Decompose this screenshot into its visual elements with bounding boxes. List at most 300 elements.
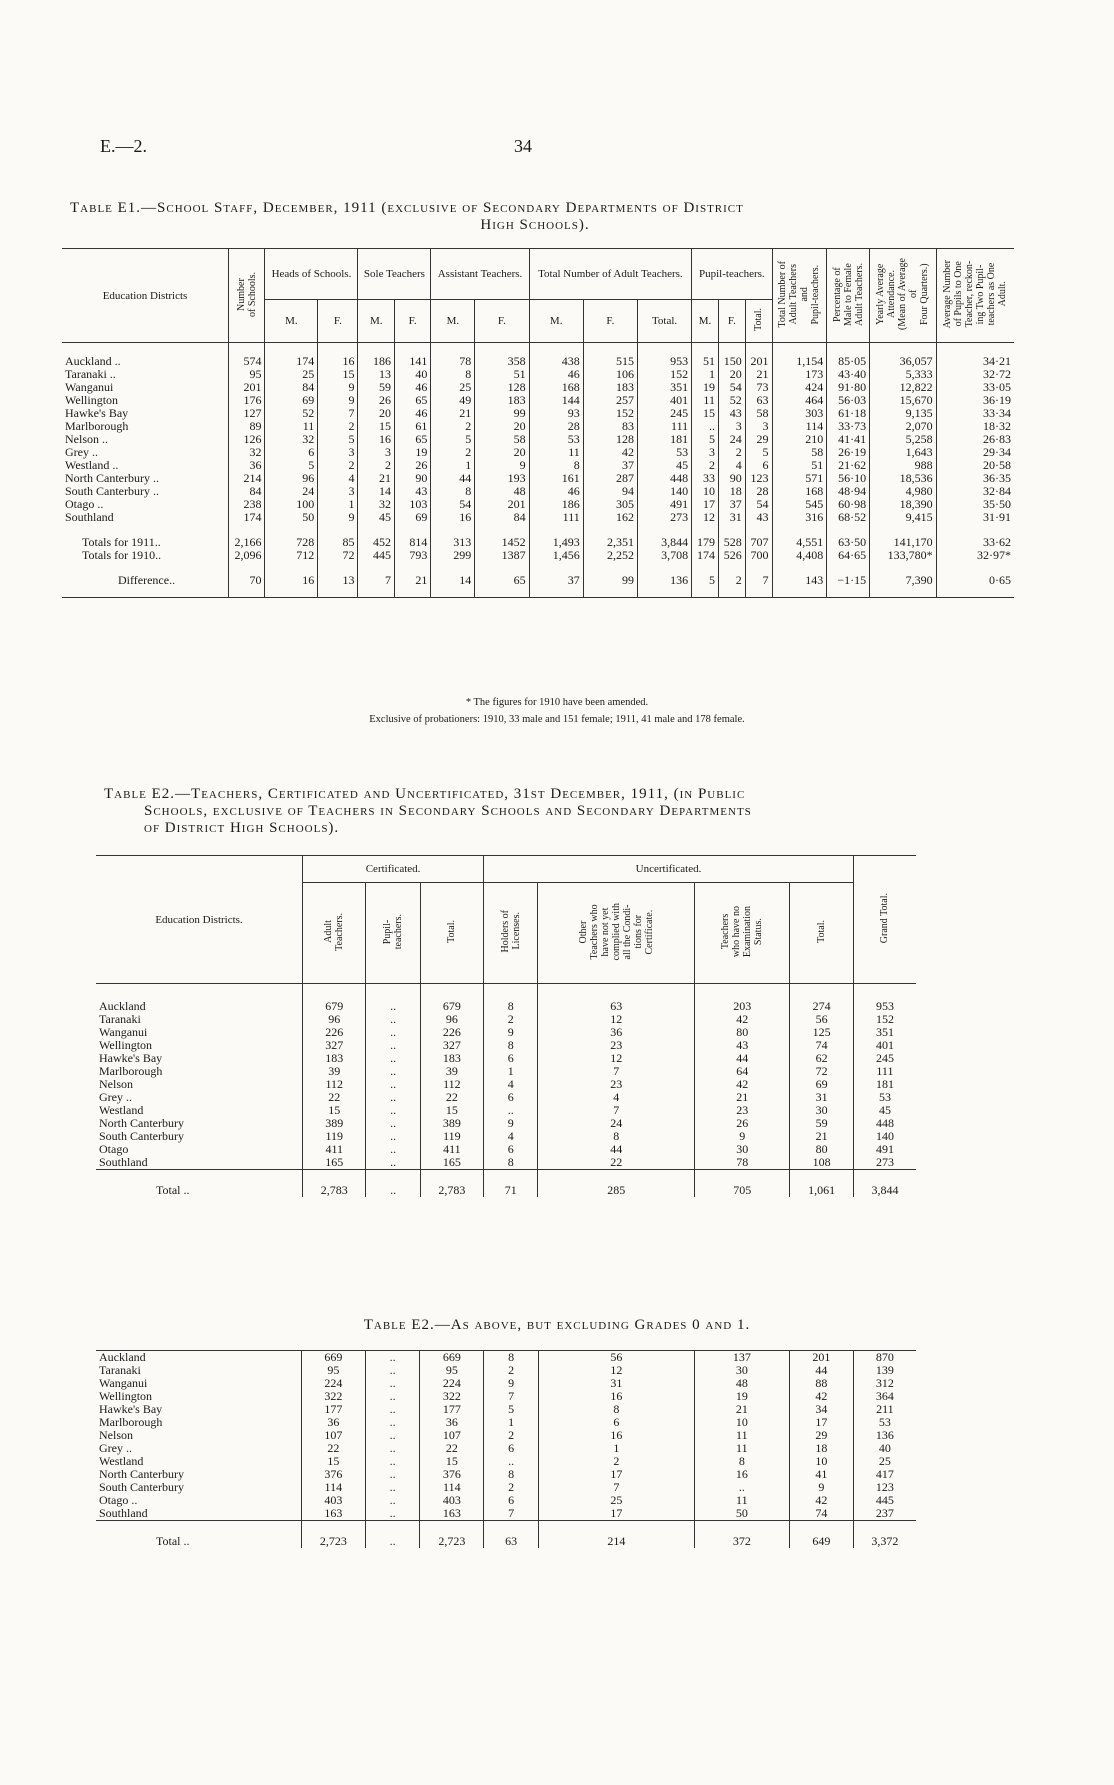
table-row — [96, 1455, 916, 1468]
data-cell: 417 — [853, 1468, 916, 1481]
data-cell: .. — [694, 1481, 789, 1494]
data-cell: 1 — [692, 368, 719, 381]
data-cell: 183 — [303, 1052, 366, 1065]
data-cell: 36·35 — [936, 472, 1014, 485]
data-cell: 140 — [853, 1130, 916, 1143]
data-cell: 119 — [303, 1130, 366, 1143]
district-name: Totals for 1910.. — [82, 548, 162, 562]
t2-head-pupil: Pupil- teachers. — [366, 883, 420, 984]
data-cell: 9,415 — [870, 511, 936, 524]
data-cell: 22 — [301, 1442, 365, 1455]
data-cell: 4 — [484, 1078, 538, 1091]
total-cell: 4,408 — [772, 549, 827, 562]
table-e2b-caption: Table E2.—As above, but excluding Grades 0 and 1. — [363, 1317, 751, 1333]
data-cell: 52 — [718, 394, 745, 407]
district-name: Auckland .. — [65, 354, 121, 368]
t2-head-utotal: Total. — [790, 883, 853, 984]
data-cell: 7 — [318, 407, 358, 420]
data-cell: 8 — [529, 459, 583, 472]
data-cell: 21 — [431, 407, 475, 420]
total-cell: 452 — [358, 524, 394, 549]
t1-head-m: M. — [358, 300, 394, 343]
data-cell: 65 — [394, 394, 430, 407]
data-cell: 119 — [420, 1130, 483, 1143]
data-cell: 44 — [695, 1052, 790, 1065]
difference-cell: 99 — [583, 562, 637, 598]
data-cell: 46 — [529, 485, 583, 498]
data-cell: 18,536 — [870, 472, 936, 485]
data-cell: 1 — [484, 1416, 539, 1429]
data-cell: 401 — [853, 1039, 916, 1052]
t2-body — [96, 984, 916, 1198]
data-cell: 6 — [484, 1442, 539, 1455]
data-cell: 54 — [745, 498, 772, 511]
data-cell: 322 — [301, 1390, 365, 1403]
data-cell: 7 — [484, 1390, 539, 1403]
data-cell: 8 — [431, 485, 475, 498]
data-cell: 358 — [475, 343, 529, 369]
data-cell: 327 — [420, 1039, 483, 1052]
data-cell: 44 — [431, 472, 475, 485]
data-cell: 90 — [718, 472, 745, 485]
data-cell: 2 — [484, 1429, 539, 1442]
data-cell: 183 — [583, 381, 637, 394]
data-cell: 46 — [394, 381, 430, 394]
data-cell: 351 — [637, 381, 691, 394]
data-cell: 15 — [692, 407, 719, 420]
total-cell: 214 — [538, 1521, 694, 1549]
t1-head-f: F. — [475, 300, 529, 343]
data-cell: 21 — [694, 1403, 789, 1416]
data-cell: 34 — [789, 1403, 853, 1416]
data-cell: 50 — [694, 1507, 789, 1521]
data-cell: 2 — [484, 1481, 539, 1494]
data-cell: 31 — [718, 511, 745, 524]
data-cell: 411 — [420, 1143, 483, 1156]
data-cell: 22 — [538, 1156, 695, 1170]
data-cell: 25 — [853, 1455, 916, 1468]
data-cell: 12,822 — [870, 381, 936, 394]
total-cell: 1,493 — [529, 524, 583, 549]
data-cell: 165 — [420, 1156, 483, 1170]
data-cell: 6 — [484, 1494, 539, 1507]
data-cell: 5 — [431, 433, 475, 446]
data-cell: 16 — [431, 511, 475, 524]
t2-head-adult: Adult Teachers. — [303, 883, 366, 984]
data-cell: 211 — [853, 1403, 916, 1416]
data-cell: 351 — [853, 1026, 916, 1039]
data-cell: 42 — [789, 1390, 853, 1403]
data-cell: 33·05 — [936, 381, 1014, 394]
table-row — [62, 407, 1014, 420]
district-name: Otago .. — [65, 497, 104, 511]
data-cell: 403 — [420, 1494, 484, 1507]
data-cell: 3 — [318, 485, 358, 498]
data-cell: 9 — [318, 511, 358, 524]
data-cell: 20 — [475, 420, 529, 433]
district-name: Southland — [99, 1506, 148, 1520]
data-cell: 183 — [420, 1052, 483, 1065]
difference-cell: 7 — [745, 562, 772, 598]
table-row — [62, 485, 1014, 498]
district-name: Southland — [65, 510, 114, 524]
district-name: Otago — [99, 1142, 129, 1156]
data-cell: .. — [366, 1117, 420, 1130]
data-cell: 376 — [420, 1468, 484, 1481]
data-cell: 22 — [420, 1091, 483, 1104]
district-name: North Canterbury .. — [65, 471, 159, 485]
data-cell: 32·72 — [936, 368, 1014, 381]
district-name: Taranaki — [99, 1363, 141, 1377]
total-cell: 32·97* — [936, 549, 1014, 562]
data-cell: 21·62 — [827, 459, 870, 472]
data-cell: 9 — [695, 1130, 790, 1143]
data-cell: .. — [365, 1468, 420, 1481]
data-cell: 69 — [790, 1078, 853, 1091]
data-cell: 201 — [229, 381, 265, 394]
table-e1 — [62, 248, 1014, 598]
table-row — [96, 1377, 916, 1390]
district-name: Grey .. — [99, 1090, 132, 1104]
data-cell: 226 — [303, 1026, 366, 1039]
data-cell: 14 — [358, 485, 394, 498]
data-cell: 42 — [695, 1013, 790, 1026]
data-cell: 114 — [772, 420, 827, 433]
data-cell: 34·21 — [936, 343, 1014, 369]
total-cell: 2,723 — [420, 1521, 484, 1549]
data-cell: 33·73 — [827, 420, 870, 433]
data-cell: 7 — [484, 1507, 539, 1521]
t2-head-grand-total: Grand Total. — [853, 856, 916, 984]
data-cell: 173 — [772, 368, 827, 381]
data-cell: 1,643 — [870, 446, 936, 459]
data-cell: 23 — [538, 1078, 695, 1091]
data-cell: 103 — [394, 498, 430, 511]
data-cell: .. — [365, 1351, 420, 1365]
data-cell: 53 — [529, 433, 583, 446]
data-cell: 327 — [303, 1039, 366, 1052]
data-cell: .. — [366, 1104, 420, 1117]
data-cell: .. — [365, 1390, 420, 1403]
data-cell: 6 — [745, 459, 772, 472]
data-cell: 56·10 — [827, 472, 870, 485]
table-row — [96, 1078, 916, 1091]
data-cell: 24 — [538, 1117, 695, 1130]
t1-footnote-amended: * The figures for 1910 have been amended. — [465, 697, 649, 708]
data-cell: 8 — [694, 1455, 789, 1468]
data-cell: 16 — [358, 433, 394, 446]
data-cell: 56 — [790, 1013, 853, 1026]
t1-head-assistant: Assistant Teachers. — [431, 249, 529, 300]
data-cell: 15 — [318, 368, 358, 381]
difference-cell: 14 — [431, 562, 475, 598]
table-row — [96, 1156, 916, 1170]
data-cell: 80 — [790, 1143, 853, 1156]
difference-row — [62, 562, 1014, 598]
data-cell: 15 — [301, 1455, 365, 1468]
data-cell: 91·80 — [827, 381, 870, 394]
district-name: Westland — [99, 1103, 144, 1117]
data-cell: 36·19 — [936, 394, 1014, 407]
data-cell: 7 — [538, 1065, 695, 1078]
total-cell: 728 — [265, 524, 318, 549]
data-cell: 201 — [475, 498, 529, 511]
data-cell: 10 — [694, 1416, 789, 1429]
data-cell: 214 — [229, 472, 265, 485]
total-cell: 700 — [745, 549, 772, 562]
table-row — [62, 394, 1014, 407]
total-cell: 372 — [694, 1521, 789, 1549]
table-e2-caption-line1: Table E2.—Teachers, Certificated and Uncertificated, 31st December, 1911, (in Public — [104, 786, 746, 802]
data-cell: 224 — [301, 1377, 365, 1390]
data-cell: 32 — [229, 446, 265, 459]
t1-head-pupil: Pupil-teachers. — [692, 249, 772, 300]
data-cell: 44 — [789, 1364, 853, 1377]
data-cell: 10 — [692, 485, 719, 498]
data-cell: 96 — [265, 472, 318, 485]
data-cell: 61·18 — [827, 407, 870, 420]
total-cell: 85 — [318, 524, 358, 549]
data-cell: 46 — [394, 407, 430, 420]
data-cell: 9 — [484, 1117, 538, 1130]
total-cell: 2,166 — [229, 524, 265, 549]
data-cell: 9 — [475, 459, 529, 472]
data-cell: 312 — [853, 1377, 916, 1390]
table-row — [96, 1052, 916, 1065]
total-cell: 445 — [358, 549, 394, 562]
district-name: Nelson — [99, 1428, 133, 1442]
data-cell: 43 — [394, 485, 430, 498]
data-cell: 574 — [229, 343, 265, 369]
data-cell: 20·58 — [936, 459, 1014, 472]
difference-cell: 65 — [475, 562, 529, 598]
data-cell: 6 — [538, 1416, 694, 1429]
table-row — [96, 1039, 916, 1052]
data-cell: 60·98 — [827, 498, 870, 511]
data-cell: 5,258 — [870, 433, 936, 446]
t1-head-adult: Total Number of Adult Teachers. — [529, 249, 692, 300]
data-cell: 32 — [265, 433, 318, 446]
data-cell: .. — [365, 1429, 420, 1442]
data-cell: 46 — [529, 368, 583, 381]
data-cell: 201 — [789, 1351, 853, 1365]
data-cell: 94 — [583, 485, 637, 498]
data-cell: 29 — [745, 433, 772, 446]
t1-head-heads: Heads of Schools. — [265, 249, 358, 300]
data-cell: 141 — [394, 343, 430, 369]
district-name: Westland .. — [65, 458, 119, 472]
data-cell: 11 — [692, 394, 719, 407]
data-cell: 163 — [420, 1507, 484, 1521]
data-cell: 8 — [538, 1403, 694, 1416]
data-cell: 15 — [420, 1104, 483, 1117]
data-cell: 679 — [420, 984, 483, 1014]
data-cell: 2 — [718, 446, 745, 459]
data-cell: 53 — [853, 1091, 916, 1104]
data-cell: 9 — [318, 394, 358, 407]
data-cell: 19 — [692, 381, 719, 394]
difference-cell: 7,390 — [870, 562, 936, 598]
data-cell: 54 — [718, 381, 745, 394]
total-cell: 526 — [718, 549, 745, 562]
data-cell: 72 — [790, 1065, 853, 1078]
data-cell: 30 — [790, 1104, 853, 1117]
data-cell: 32·84 — [936, 485, 1014, 498]
data-cell: .. — [365, 1455, 420, 1468]
t1-head-sole: Sole Teachers — [358, 249, 431, 300]
data-cell: 5,333 — [870, 368, 936, 381]
data-cell: .. — [366, 1013, 420, 1026]
total-cell: 2,723 — [301, 1521, 365, 1549]
data-cell: 48 — [475, 485, 529, 498]
data-cell: 8 — [484, 1468, 539, 1481]
data-cell: 238 — [229, 498, 265, 511]
table-row — [96, 1026, 916, 1039]
data-cell: 17 — [789, 1416, 853, 1429]
data-cell: 31 — [790, 1091, 853, 1104]
table-row — [96, 1143, 916, 1156]
t1-head-m: M. — [265, 300, 318, 343]
data-cell: 80 — [695, 1026, 790, 1039]
district-name: Nelson — [99, 1077, 133, 1091]
data-cell: 21 — [745, 368, 772, 381]
district-name: Totals for 1911.. — [82, 535, 161, 549]
data-cell: 161 — [529, 472, 583, 485]
data-cell: 89 — [229, 420, 265, 433]
data-cell: 48 — [694, 1377, 789, 1390]
data-cell: 59 — [790, 1117, 853, 1130]
data-cell: 237 — [853, 1507, 916, 1521]
total-cell: 72 — [318, 549, 358, 562]
data-cell: 3 — [692, 446, 719, 459]
data-cell: 83 — [583, 420, 637, 433]
data-cell: 106 — [583, 368, 637, 381]
data-cell: 1,154 — [772, 343, 827, 369]
data-cell: 3 — [358, 446, 394, 459]
data-cell: 43 — [695, 1039, 790, 1052]
district-name: Wellington — [99, 1389, 153, 1403]
t1-head-total-adult-pupil: Total Number of Adult Teachers and Pupil-teachers. — [772, 249, 827, 343]
data-cell: 41·41 — [827, 433, 870, 446]
data-cell: 168 — [772, 485, 827, 498]
totals-row — [62, 524, 1014, 549]
data-cell: 74 — [790, 1039, 853, 1052]
data-cell: .. — [366, 1143, 420, 1156]
data-cell: 21 — [790, 1130, 853, 1143]
data-cell: 163 — [301, 1507, 365, 1521]
total-cell: 528 — [718, 524, 745, 549]
district-name: Total .. — [156, 1534, 190, 1548]
data-cell: 64 — [695, 1065, 790, 1078]
data-cell: 183 — [475, 394, 529, 407]
t2-head-certificated: Certificated. — [303, 856, 484, 883]
data-cell: 152 — [637, 368, 691, 381]
table-row — [96, 1468, 916, 1481]
data-cell: 15,670 — [870, 394, 936, 407]
data-cell: 36 — [538, 1026, 695, 1039]
data-cell: 411 — [303, 1143, 366, 1156]
data-cell: 28 — [745, 485, 772, 498]
data-cell: 9 — [484, 1377, 539, 1390]
data-cell: 2 — [431, 446, 475, 459]
data-cell: 111 — [529, 511, 583, 524]
data-cell: 114 — [301, 1481, 365, 1494]
difference-cell: 21 — [394, 562, 430, 598]
data-cell: 12 — [692, 511, 719, 524]
page-number: 34 — [514, 136, 532, 156]
data-cell: 17 — [538, 1468, 694, 1481]
district-name: Marlborough — [65, 419, 129, 433]
data-cell: 152 — [583, 407, 637, 420]
data-cell: 59 — [358, 381, 394, 394]
data-cell: 448 — [853, 1117, 916, 1130]
table-e2-caption — [104, 786, 984, 837]
data-cell: 2 — [484, 1013, 538, 1026]
data-cell: 6 — [484, 1091, 538, 1104]
data-cell: 5 — [265, 459, 318, 472]
data-cell: 32 — [358, 498, 394, 511]
table-row — [96, 1065, 916, 1078]
table-e2-caption-line3: of District High Schools). — [144, 820, 340, 836]
difference-cell: 136 — [637, 562, 691, 598]
data-cell: 9 — [318, 381, 358, 394]
data-cell: 36 — [420, 1416, 484, 1429]
data-cell: 18,390 — [870, 498, 936, 511]
data-cell: 401 — [637, 394, 691, 407]
table-row — [62, 433, 1014, 446]
t1-head-district: Education Districts — [102, 289, 188, 302]
data-cell: 8 — [484, 1039, 538, 1052]
table-e2-caption-line2: Schools, exclusive of Teachers in Secondary Schools and Secondary Departments — [144, 803, 752, 819]
data-cell: .. — [692, 420, 719, 433]
data-cell: 305 — [583, 498, 637, 511]
total-cell: 63·50 — [827, 524, 870, 549]
table-row — [62, 381, 1014, 394]
data-cell: 25 — [538, 1494, 694, 1507]
t1-footnote-probationers: Exclusive of probationers: 1910, 33 male and 151 female; 1911, 41 male and 178 female. — [369, 714, 745, 725]
data-cell: 136 — [853, 1429, 916, 1442]
difference-cell: 7 — [358, 562, 394, 598]
data-cell: 8 — [484, 984, 538, 1014]
data-cell: 11 — [694, 1429, 789, 1442]
district-name: South Canterbury — [99, 1480, 184, 1494]
data-cell: 90 — [394, 472, 430, 485]
data-cell: 61 — [394, 420, 430, 433]
data-cell: 31·91 — [936, 511, 1014, 524]
table-row — [96, 1104, 916, 1117]
data-cell: 274 — [790, 984, 853, 1014]
data-cell: .. — [366, 1065, 420, 1078]
data-cell: 33 — [692, 472, 719, 485]
table-e1-caption-line2: High Schools). — [480, 217, 590, 233]
data-cell: 26·19 — [827, 446, 870, 459]
table-row — [62, 446, 1014, 459]
data-cell: 51 — [475, 368, 529, 381]
district-name: Auckland — [99, 1350, 146, 1364]
data-cell: .. — [365, 1364, 420, 1377]
district-name: Auckland — [99, 999, 146, 1013]
data-cell: 1 — [484, 1065, 538, 1078]
data-cell: 669 — [420, 1351, 484, 1365]
t2-head-other: Other Teachers who have not yet complied with all the Condi- tions for Certificate. — [538, 883, 695, 984]
table-row — [96, 1390, 916, 1403]
data-cell: 56·03 — [827, 394, 870, 407]
difference-cell: 16 — [265, 562, 318, 598]
data-cell: 112 — [420, 1078, 483, 1091]
data-cell: 515 — [583, 343, 637, 369]
t1-head-total: Total. — [637, 300, 691, 343]
total-cell: 3,844 — [853, 1170, 916, 1198]
